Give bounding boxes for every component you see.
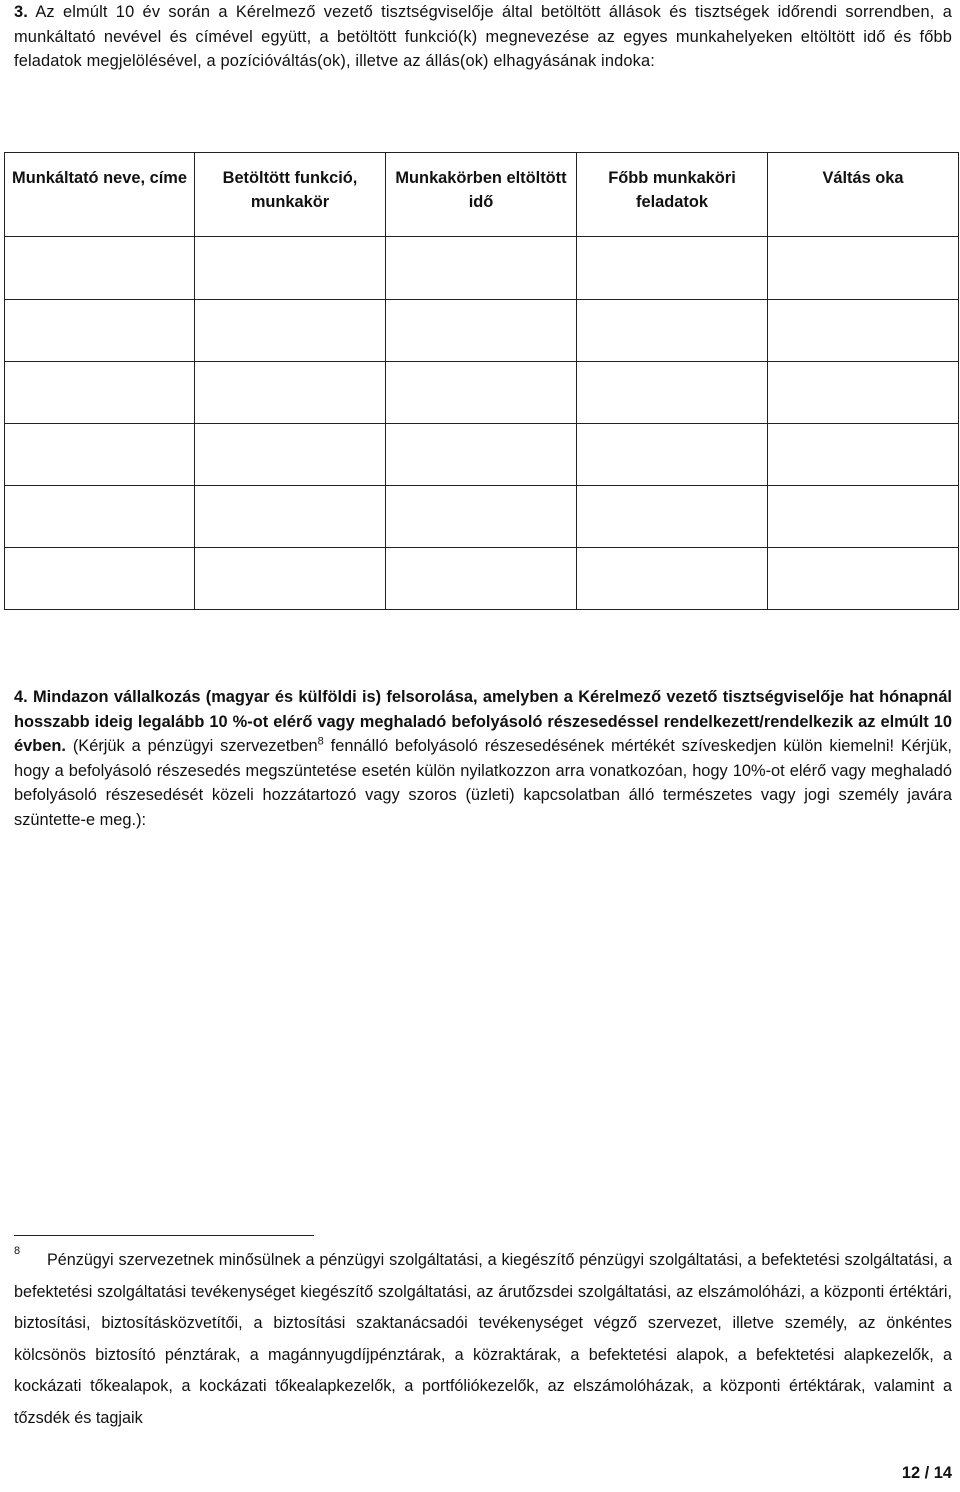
table-cell [5, 486, 195, 548]
table-cell [195, 362, 386, 424]
section-3-text: Az elmúlt 10 év során a Kérelmező vezető tisztségviselője által betöltött állások és tisztségek időrendi sorrendben, a munkáltató nevével és címével együtt, a betöltött funkció(k) megnevezése az egyes munkahelyeken eltöltött idő és főbb feladatok megjelölésével, a pozícióváltás(ok), illetve az állás(ok) elhagyásának indoka: [14, 3, 952, 70]
table-cell [5, 300, 195, 362]
header-duration: Munkakörben eltöltött idő [386, 153, 577, 237]
table-row [5, 237, 959, 300]
table-cell [577, 548, 768, 610]
footnote-text: Pénzügyi szervezetnek minősülnek a pénzügyi szolgáltatási, a kiegészítő pénzügyi szolgáltatási, a befektetési szolgáltatási, a befektetési szolgáltatási tevékenységet kiegészítő szolgáltatási, az árutőzsdei szolgáltatási, az elszámolóházi, a központi értéktári, biztosítási, biztosításközvetítői, a biztosítási szaktanácsadói tevékenységet végző szervezet, illetve személy, az önkéntes kölcsönös biztosító pénztárak, a magánnyugdíjpénztárak, a közraktárak, a befektetési alapok, a befektetési alapkezelők, a kockázati tőkealapok, a kockázati tőkealapkezelők, a portfóliókezelők, az elszámolóházak, a központi értéktárak, valamint a tőzsdék és tagjaik [14, 1251, 952, 1427]
table-cell [577, 424, 768, 486]
header-change-reason: Váltás oka [768, 153, 959, 237]
section-3-paragraph [14, 0, 952, 74]
table-cell [386, 362, 577, 424]
table-row [5, 424, 959, 486]
table-cell [195, 300, 386, 362]
table-cell [5, 548, 195, 610]
header-main-tasks: Főbb munkaköri feladatok [577, 153, 768, 237]
footnote: 8 Pénzügyi szervezetnek minősülnek a pénzügyi szolgáltatási, a kiegészítő pénzügyi szolgáltatási, a befektetési szolgáltatási, a befektetési szolgáltatási tevékenységet kiegészítő szolgáltatási, az árutőzsdei szolgáltatási, az elszámolóházi, a központi értéktári, biztosítási, biztosításközvetítői, a biztosítási szaktanácsadói tevékenységet végző szervezet, illetve személy, az önkéntes kölcsönös biztosító pénztárak, a magánnyugdíjpénztárak, a közraktárak, a befektetési alapok, a befektetési alapkezelők, a kockázati tőkealapok, a kockázati tőkealapkezelők, a portfóliókezelők, az elszámolóházak, a központi értéktárak, valamint a tőzsdék és tagjaik [14, 1245, 952, 1427]
section-4-bold-text: 4. Mindazon vállalkozás (magyar és külföldi is) felsorolása, amelyben a Kérelmező vezető tisztségviselője hat hónapnál hosszabb ideig legalább 10 %-ot elérő vagy meghaladó befolyásoló részesedéssel rendelkezett/rendelkezik az elmúlt 10 évben. [14, 688, 952, 755]
footnote-reference: 8 [317, 735, 324, 748]
table-cell [577, 237, 768, 300]
table-cell [195, 237, 386, 300]
table-cell [386, 548, 577, 610]
table-cell [577, 362, 768, 424]
table-cell [386, 424, 577, 486]
table-cell [195, 548, 386, 610]
table-row [5, 486, 959, 548]
table-cell [5, 362, 195, 424]
table-cell [768, 362, 959, 424]
header-employer: Munkáltató neve, címe [5, 153, 195, 237]
table-row [5, 548, 959, 610]
employment-history-table [4, 152, 959, 610]
table-cell [577, 486, 768, 548]
footnote-separator [14, 1235, 314, 1236]
table-cell [5, 237, 195, 300]
table-cell [195, 486, 386, 548]
table-cell [386, 237, 577, 300]
table-cell [768, 300, 959, 362]
table-cell [5, 424, 195, 486]
section-4-text-before-ref: (Kérjük a pénzügyi szervezetben [65, 737, 318, 755]
table-header-row [5, 153, 959, 237]
section-4-paragraph [14, 685, 952, 832]
table-cell [768, 486, 959, 548]
section-4-text-after-ref: fennálló befolyásoló részesedésének mértékét szíveskedjen külön kiemelni! Kérjük, hogy a befolyásoló részesedés megszüntetése esetén külön nyilatkozzon arra vonatkozóan, hogy 10%-ot elérő vagy meghaladó befolyásoló részesedését közeli hozzátartozó vagy szoros (üzleti) kapcsolatban álló természetes vagy jogi személy javára szüntette-e meg.): [14, 737, 952, 829]
table-cell [768, 237, 959, 300]
table-row [5, 300, 959, 362]
table-cell [768, 548, 959, 610]
section-3-number: 3. [14, 3, 28, 21]
table-cell [577, 300, 768, 362]
page-number: 12 / 14 [901, 1464, 952, 1482]
table-row [5, 362, 959, 424]
table-cell [195, 424, 386, 486]
table-cell [386, 486, 577, 548]
table-cell [768, 424, 959, 486]
header-position: Betöltött funkció, munkakör [195, 153, 386, 237]
table-cell [386, 300, 577, 362]
